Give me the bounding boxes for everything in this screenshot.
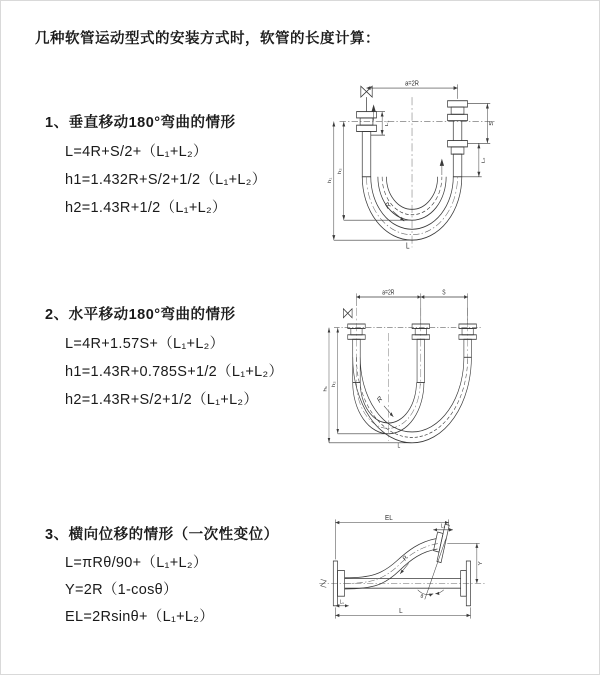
dimension-label-Y: Y: [478, 561, 484, 566]
s-curve-hose-displaced-position: [345, 539, 439, 589]
dimension-label-span: a=2R: [405, 79, 419, 88]
dimension-L: [335, 607, 470, 618]
section-2-formula-L: L=4R+1.57S+（L₁+L₂）: [65, 336, 225, 352]
diagram-vertical-movement-180-bend: [321, 79, 513, 251]
section-1-formula-L: L=4R+S/2+（L₁+L₂）: [65, 144, 208, 160]
section-1-heading: 1、垂直移动180°弯曲的情形: [45, 115, 236, 131]
dimension-EL: [335, 514, 448, 563]
section-3-formula-Y: Y=2R（1-cosθ）: [65, 582, 178, 598]
section-1-formula-h1: h1=1.432R+S/2+1/2（L₁+L₂）: [65, 172, 267, 188]
dimension-S: [421, 288, 468, 297]
dimension-L2: [462, 143, 487, 176]
section-2-formula-h2: h2=1.43R+S/2+1/2（L₁+L₂）: [65, 392, 259, 408]
diagram-lateral-displacement: [315, 513, 505, 625]
dimension-label-L2: L₂: [481, 157, 487, 164]
right-flange-upper-position: [448, 101, 468, 121]
dimension-label-h1: h₁: [327, 177, 333, 184]
section-3-formula-L: L=πRθ/90+（L₁+L₂）: [65, 555, 208, 571]
length-label: L: [397, 441, 401, 450]
dimension-span-2R: [356, 288, 467, 324]
dimension-h1: [327, 122, 410, 241]
dimension-label-L1: L₁: [384, 120, 390, 127]
dimension-label-h2: h₂: [337, 168, 343, 175]
right-flange-lower-position: [448, 121, 468, 154]
radius-label: R: [376, 395, 384, 406]
valve-icon: [361, 86, 372, 111]
dimension-label-h2: h₂: [332, 381, 337, 388]
dimension-label-L: L: [399, 607, 403, 616]
dimension-label-span: a=2R: [382, 288, 395, 297]
right-hose-braid: [453, 154, 462, 177]
dimension-label-L2: L₂: [440, 524, 446, 530]
dimension-span-2R: [367, 80, 458, 99]
centerlines-group: [339, 97, 495, 247]
length-label: L: [405, 240, 410, 251]
dimension-label-S: S: [488, 120, 495, 126]
radius-label: R: [402, 554, 410, 563]
dimension-S: [467, 103, 494, 143]
section-1-formula-h2: h2=1.43R+1/2（L₁+L₂）: [65, 200, 227, 216]
valve-icon: [343, 309, 352, 318]
diagram-horizontal-movement-180-bend: [319, 288, 497, 450]
u-bend-position-2-arcs: [353, 357, 472, 443]
dimension-label-EL: EL: [385, 514, 393, 523]
dimension-h2: [332, 328, 388, 434]
radius-callout: [377, 395, 394, 417]
dimension-label-S: S: [442, 288, 446, 297]
dimension-label-L1: L₁: [339, 600, 344, 606]
section-3-heading: 3、横向位移的情形（一次性变位）: [45, 527, 279, 543]
section-3-formula-EL: EL=2Rsinθ+（L₁+L₂）: [65, 609, 215, 625]
section-2-formula-h1: h1=1.43R+0.785S+1/2（L₁+L₂）: [65, 364, 284, 380]
page-title: 几种软管运动型式的安装方式时，软管的长度计算：: [35, 31, 380, 47]
dimension-label-h1: h₁: [323, 385, 329, 392]
radius-callout: [400, 554, 409, 573]
radius-label: R: [383, 199, 393, 212]
section-2-heading: 2、水平移动180°弯曲的情形: [45, 307, 236, 323]
angle-label: θ: [420, 593, 424, 600]
dimension-L2: [433, 523, 453, 530]
dimension-Y: [447, 543, 483, 583]
left-hose-braid: [362, 132, 371, 177]
centerlines-group: [334, 308, 481, 441]
angle-construction: [418, 539, 446, 600]
